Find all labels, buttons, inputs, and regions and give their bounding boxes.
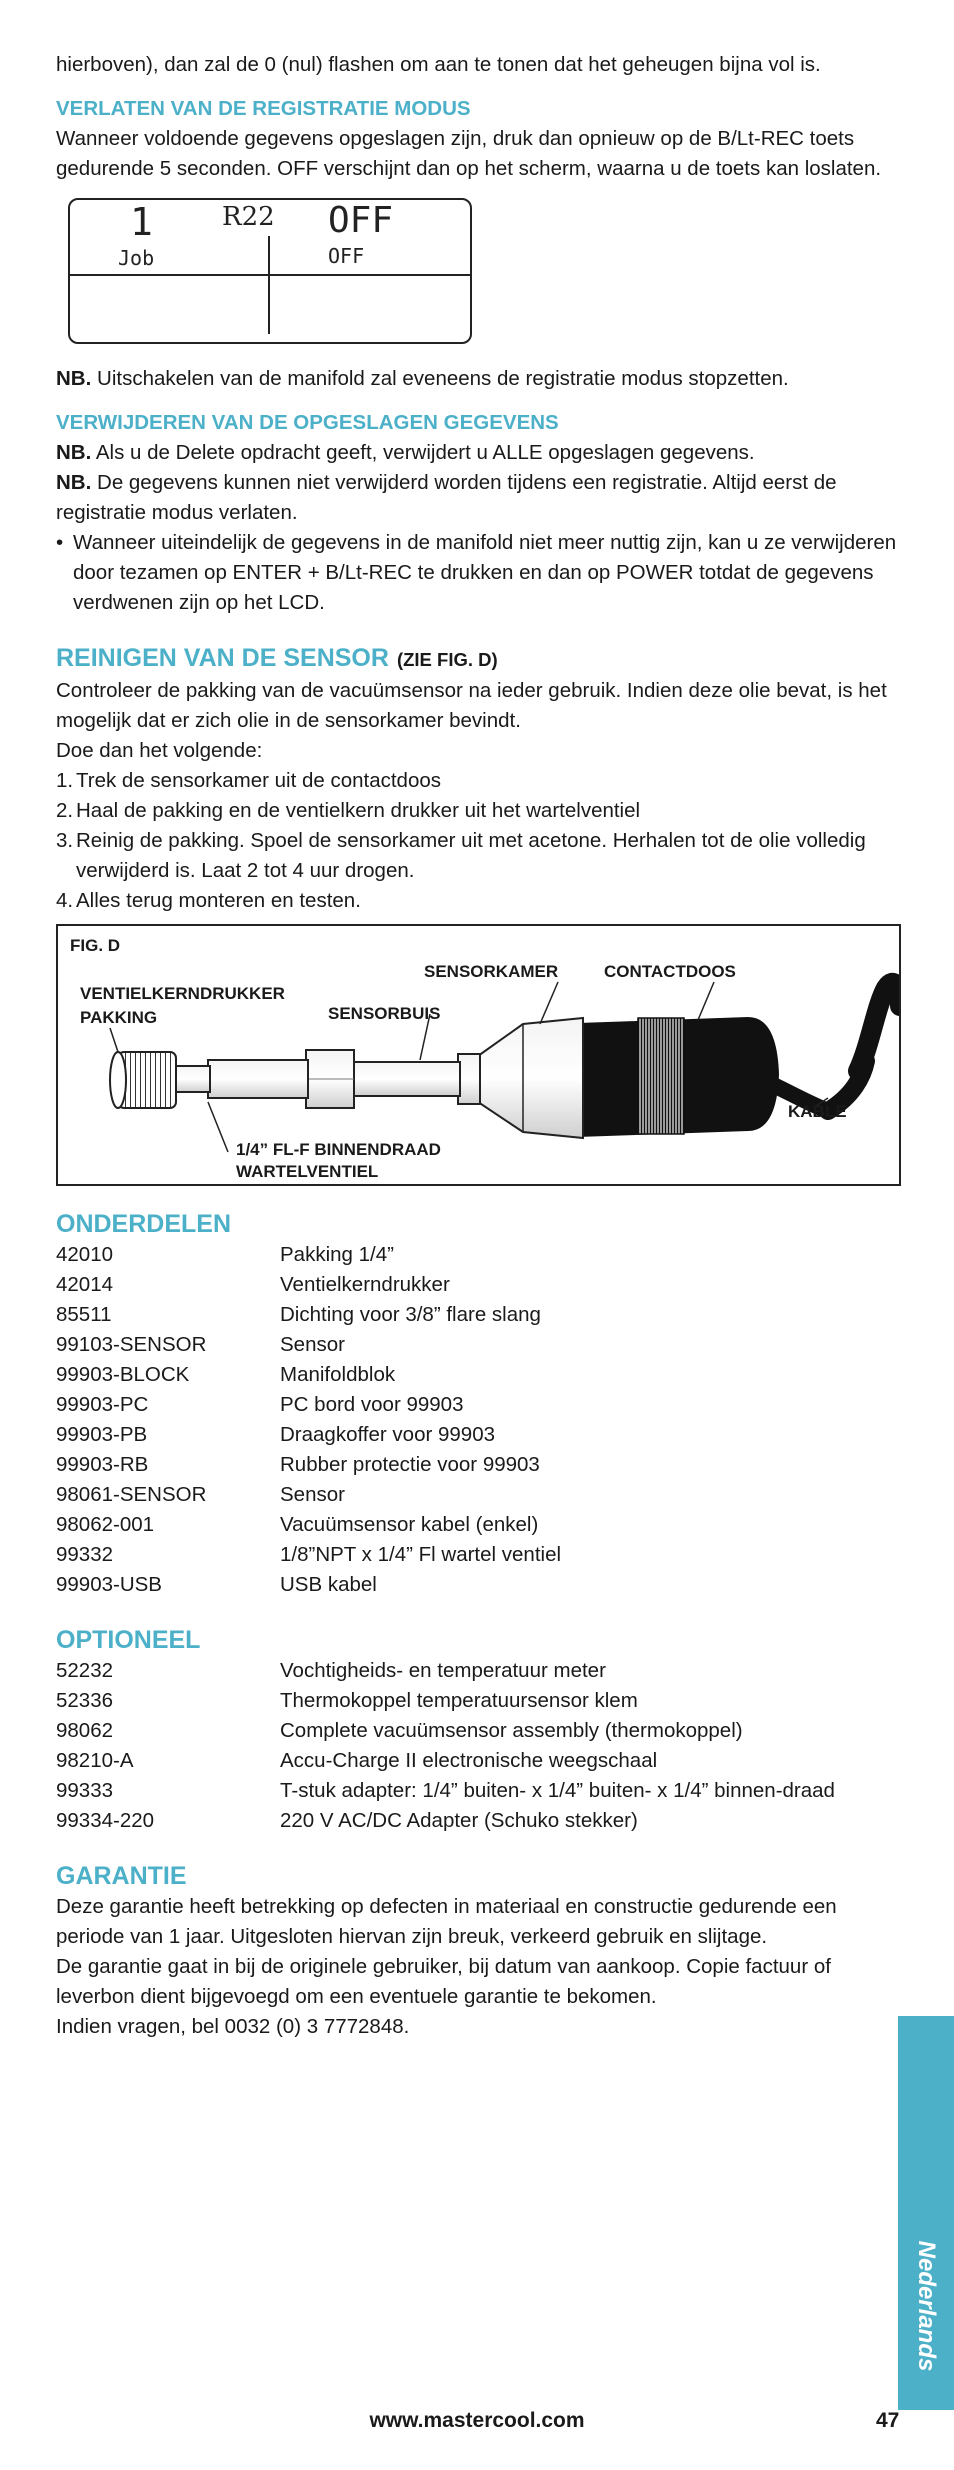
part-description: Pakking 1/4” xyxy=(280,1243,394,1266)
part-row xyxy=(56,1360,901,1390)
figure-title: FIG. D xyxy=(70,936,121,955)
part-row xyxy=(56,1240,901,1270)
nb-label: NB. xyxy=(56,367,92,390)
part-row xyxy=(56,1716,901,1746)
lcd-status-small: OFF xyxy=(328,244,365,268)
lcd-record-number: 1 xyxy=(130,200,153,244)
language-tab-label: Nederlands xyxy=(913,2240,940,2372)
part-row xyxy=(56,1776,901,1806)
part-description: Ventielkerndrukker xyxy=(280,1273,450,1296)
part-description: Vochtigheids- en temperatuur meter xyxy=(280,1659,606,1682)
warranty-heading: GARANTIE xyxy=(56,1862,187,1890)
bullet-text: Wanneer uiteindelijk de gegevens in de manifold niet meer nuttig zijn, kan u ze verwijderen door tezamen op ENTER + B/Lt-REC te drukken en dan op POWER totdat de gegevens verdwenen zijn op het LCD. xyxy=(73,531,897,614)
sensor-step xyxy=(56,796,901,826)
part-code: 98210-A xyxy=(56,1749,134,1772)
part-code: 98062 xyxy=(56,1719,114,1742)
label-kable: KABLE xyxy=(788,1102,847,1121)
lcd-display xyxy=(68,198,472,344)
part-code: 98062-001 xyxy=(56,1513,155,1536)
step-text: Reinig de pakking. Spoel de sensorkamer uit met acetone. Herhalen tot de olie volledig verwijderd is. Laat 2 tot 4 uur drogen. xyxy=(76,829,866,882)
part-code: 99103-SENSOR xyxy=(56,1333,207,1356)
part-description: 220 V AC/DC Adapter (Schuko stekker) xyxy=(280,1809,638,1832)
label-pakking: PAKKING xyxy=(80,1008,158,1027)
label-sensorbuis: SENSORBUIS xyxy=(328,1004,441,1023)
optional-list xyxy=(56,1656,901,1836)
delete-bullet xyxy=(56,528,901,618)
part-code: 99903-BLOCK xyxy=(56,1363,190,1386)
warranty-paragraph-2: De garantie gaat in bij de originele gebruiker, bij datum van aankoop. Copie factuur of leverbon dient bijgevoegd om een eventuele garantie te bekomen. xyxy=(56,1955,831,2008)
part-row xyxy=(56,1540,901,1570)
part-code: 98061-SENSOR xyxy=(56,1483,207,1506)
lcd-divider-horizontal xyxy=(70,274,470,276)
step-number: 3. xyxy=(56,829,74,852)
lcd-status-big: OFF xyxy=(328,200,394,241)
label-binnendraad: 1/4” FL-F BINNENDRAAD xyxy=(236,1140,441,1159)
part-row xyxy=(56,1330,901,1360)
label-ventielkerndrukker: VENTIELKERNDRUKKER xyxy=(80,984,285,1003)
step-text: Trek de sensorkamer uit de contactdoos xyxy=(76,769,442,792)
part-description: PC bord voor 99903 xyxy=(280,1393,464,1416)
part-row xyxy=(56,1746,901,1776)
lcd-divider-vertical xyxy=(268,236,270,334)
part-code: 99332 xyxy=(56,1543,114,1566)
sensor-step xyxy=(56,766,901,796)
delete-nb-1 xyxy=(56,438,901,468)
language-tab xyxy=(898,2016,954,2410)
part-description: Manifoldblok xyxy=(280,1363,396,1386)
parts-heading: ONDERDELEN xyxy=(56,1210,232,1238)
part-row xyxy=(56,1656,901,1686)
sensor-heading-title: REINIGEN VAN DE SENSOR xyxy=(56,644,389,672)
step-number: 4. xyxy=(56,889,74,912)
nb-label: NB. xyxy=(56,441,92,464)
sensor-intro: Doe dan het volgende: xyxy=(56,739,263,762)
label-contactdoos: CONTACTDOOS xyxy=(604,962,736,981)
part-row xyxy=(56,1390,901,1420)
intro-line: hierboven), dan zal de 0 (nul) flashen om aan te tonen dat het geheugen bijna vol is. xyxy=(56,53,821,76)
part-description: Complete vacuümsensor assembly (thermokoppel) xyxy=(280,1719,743,1742)
delete-heading: VERWIJDEREN VAN DE OPGESLAGEN GEGEVENS xyxy=(56,411,559,434)
warranty-paragraph-1: Deze garantie heeft betrekking op defecten in materiaal en constructie gedurende een periode van 1 jaar. Uitgesloten hiervan zijn breuk, verkeerd gebruik en slijtage. xyxy=(56,1895,837,1948)
part-code: 52336 xyxy=(56,1689,114,1712)
part-code: 99903-USB xyxy=(56,1573,162,1596)
step-number: 2. xyxy=(56,799,74,822)
part-row xyxy=(56,1270,901,1300)
part-code: 85511 xyxy=(56,1303,112,1326)
part-description: Sensor xyxy=(280,1483,345,1506)
page-content xyxy=(56,50,901,2042)
part-row xyxy=(56,1570,901,1600)
part-row xyxy=(56,1300,901,1330)
sensor-step xyxy=(56,886,901,916)
nb-text: Als u de Delete opdracht geeft, verwijdert u ALLE opgeslagen gegevens. xyxy=(91,441,755,464)
part-description: Dichting voor 3/8” flare slang xyxy=(280,1303,541,1326)
part-code: 99333 xyxy=(56,1779,114,1802)
label-sensorkamer: SENSORKAMER xyxy=(424,962,559,981)
exit-mode-heading: VERLATEN VAN DE REGISTRATIE MODUS xyxy=(56,97,471,120)
step-text: Alles terug monteren en testen. xyxy=(76,889,361,912)
part-description: Sensor xyxy=(280,1333,345,1356)
nb-manifold-note xyxy=(56,364,901,394)
part-description: Thermokoppel temperatuursensor klem xyxy=(280,1689,638,1712)
part-description: Rubber protectie voor 99903 xyxy=(280,1453,540,1476)
part-code: 42010 xyxy=(56,1243,114,1266)
part-code: 99903-RB xyxy=(56,1453,149,1476)
sensor-step xyxy=(56,826,901,886)
part-description: 1/8”NPT x 1/4” Fl wartel ventiel xyxy=(280,1543,562,1566)
part-row xyxy=(56,1420,901,1450)
part-code: 99903-PC xyxy=(56,1393,149,1416)
part-description: Accu-Charge II electronische weegschaal xyxy=(280,1749,658,1772)
figure-d xyxy=(56,924,901,1186)
part-row xyxy=(56,1686,901,1716)
part-row xyxy=(56,1806,901,1836)
page-number: 47 xyxy=(876,2409,900,2432)
sensor-heading xyxy=(56,642,901,676)
part-code: 42014 xyxy=(56,1273,114,1296)
step-text: Haal de pakking en de ventielkern drukker uit het wartelventiel xyxy=(76,799,641,822)
part-row xyxy=(56,1480,901,1510)
part-description: Vacuümsensor kabel (enkel) xyxy=(280,1513,539,1536)
exit-mode-paragraph: Wanneer voldoende gegevens opgeslagen zijn, druk dan opnieuw op de B/Lt-REC toets gedurende 5 seconden. OFF verschijnt dan op het scherm, waarna u de toets kan loslaten. xyxy=(56,127,882,180)
part-code: 52232 xyxy=(56,1659,114,1682)
part-row xyxy=(56,1510,901,1540)
sensor-paragraph: Controleer de pakking van de vacuümsensor na ieder gebruik. Indien deze olie bevat, is het mogelijk dat er zich olie in de sensorkamer bevindt. xyxy=(56,679,887,732)
part-code: 99334-220 xyxy=(56,1809,155,1832)
part-description: T-stuk adapter: 1/4” buiten- x 1/4” buiten- x 1/4” binnen-draad xyxy=(280,1779,835,1802)
label-wartelventiel: WARTELVENTIEL xyxy=(236,1162,379,1181)
lcd-refrigerant: R22 xyxy=(222,202,275,232)
sensor-heading-ref: (ZIE FIG. D) xyxy=(396,649,498,670)
nb-label: NB. xyxy=(56,471,92,494)
nb-text: Uitschakelen van de manifold zal eveneens de registratie modus stopzetten. xyxy=(91,367,789,390)
warranty-paragraph-3: Indien vragen, bel 0032 (0) 3 7772848. xyxy=(56,2015,410,2038)
bullet-mark: • xyxy=(56,531,64,554)
part-code: 99903-PB xyxy=(56,1423,148,1446)
part-row xyxy=(56,1450,901,1480)
optional-heading: OPTIONEEL xyxy=(56,1626,201,1654)
part-description: USB kabel xyxy=(280,1573,377,1596)
nb-text: De gegevens kunnen niet verwijderd worden tijdens een registratie. Altijd eerst de registratie modus verlaten. xyxy=(56,471,837,524)
parts-list xyxy=(56,1240,901,1600)
footer-url: www.mastercool.com xyxy=(369,2409,585,2432)
delete-nb-2 xyxy=(56,468,901,528)
part-description: Draagkoffer voor 99903 xyxy=(280,1423,496,1446)
lcd-job-label: Job xyxy=(118,246,155,270)
step-number: 1. xyxy=(56,769,74,792)
